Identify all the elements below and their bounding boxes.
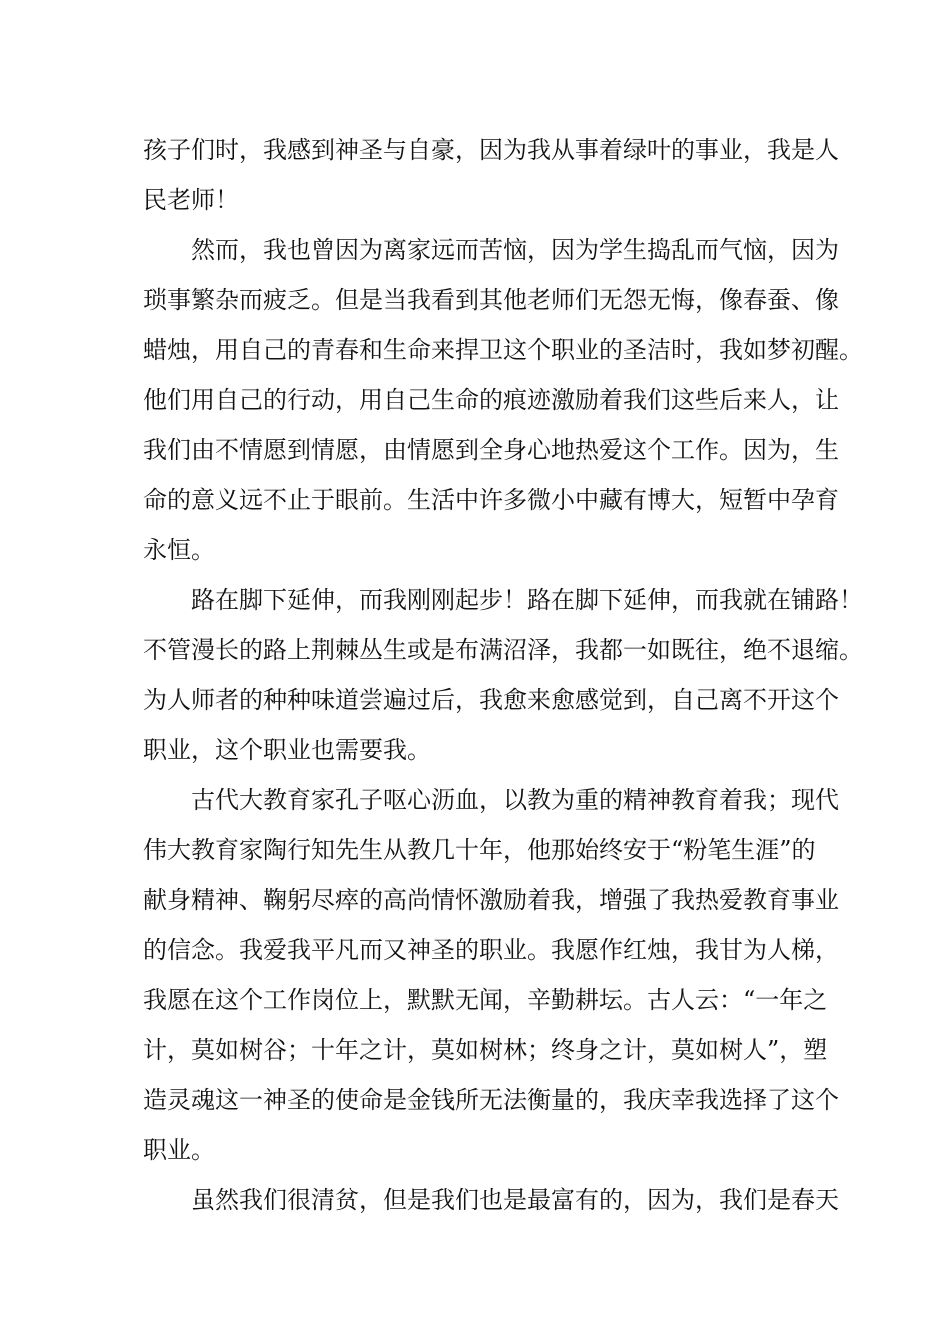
text-line: 古代大教育家孔子呕心沥血，以教为重的精神教育着我；现代 <box>191 786 839 814</box>
text-line: 计，莫如树谷；十年之计，莫如树林；终身之计，莫如树人”，塑 <box>143 1036 828 1064</box>
text-line: 孩子们时，我感到神圣与自豪，因为我从事着绿叶的事业，我是人 <box>143 136 839 164</box>
text-line: 伟大教育家陶行知先生从教几十年，他那始终安于“粉笔生涯”的 <box>143 836 816 864</box>
text-line: 路在脚下延伸，而我刚刚起步！路在脚下延伸，而我就在铺路！ <box>191 586 863 614</box>
text-line: 命的意义远不止于眼前。生活中许多微小中藏有博大，短暂中孕育 <box>143 486 839 514</box>
text-line: 永恒。 <box>143 536 215 564</box>
text-line: 民老师！ <box>143 186 239 214</box>
text-line: 职业，这个职业也需要我。 <box>143 736 431 764</box>
text-line: 不管漫长的路上荆棘丛生或是布满沼泽，我都一如既往，绝不退缩。 <box>143 636 863 664</box>
text-line: 他们用自己的行动，用自己生命的痕迹激励着我们这些后来人，让 <box>143 386 839 414</box>
text-line: 蜡烛，用自己的青春和生命来捍卫这个职业的圣洁时，我如梦初醒。 <box>143 336 863 364</box>
text-line: 造灵魂这一神圣的使命是金钱所无法衡量的，我庆幸我选择了这个 <box>143 1086 839 1114</box>
text-line: 虽然我们很清贫，但是我们也是最富有的，因为，我们是春天 <box>191 1186 839 1214</box>
text-line: 职业。 <box>143 1136 215 1164</box>
text-line: 我愿在这个工作岗位上，默默无闻，辛勤耕坛。古人云：“一年之 <box>143 986 828 1014</box>
text-line: 为人师者的种种味道尝遍过后，我愈来愈感觉到，自己离不开这个 <box>143 686 839 714</box>
text-line: 我们由不情愿到情愿，由情愿到全身心地热爱这个工作。因为，生 <box>143 436 839 464</box>
text-line: 然而，我也曾因为离家远而苦恼，因为学生捣乱而气恼，因为 <box>191 236 839 264</box>
text-line: 献身精神、鞠躬尽瘁的高尚情怀激励着我，增强了我热爱教育事业 <box>143 886 839 914</box>
text-line: 的信念。我爱我平凡而又神圣的职业。我愿作红烛，我甘为人梯， <box>143 936 839 964</box>
text-line: 琐事繁杂而疲乏。但是当我看到其他老师们无怨无悔，像春蚕、像 <box>143 286 839 314</box>
